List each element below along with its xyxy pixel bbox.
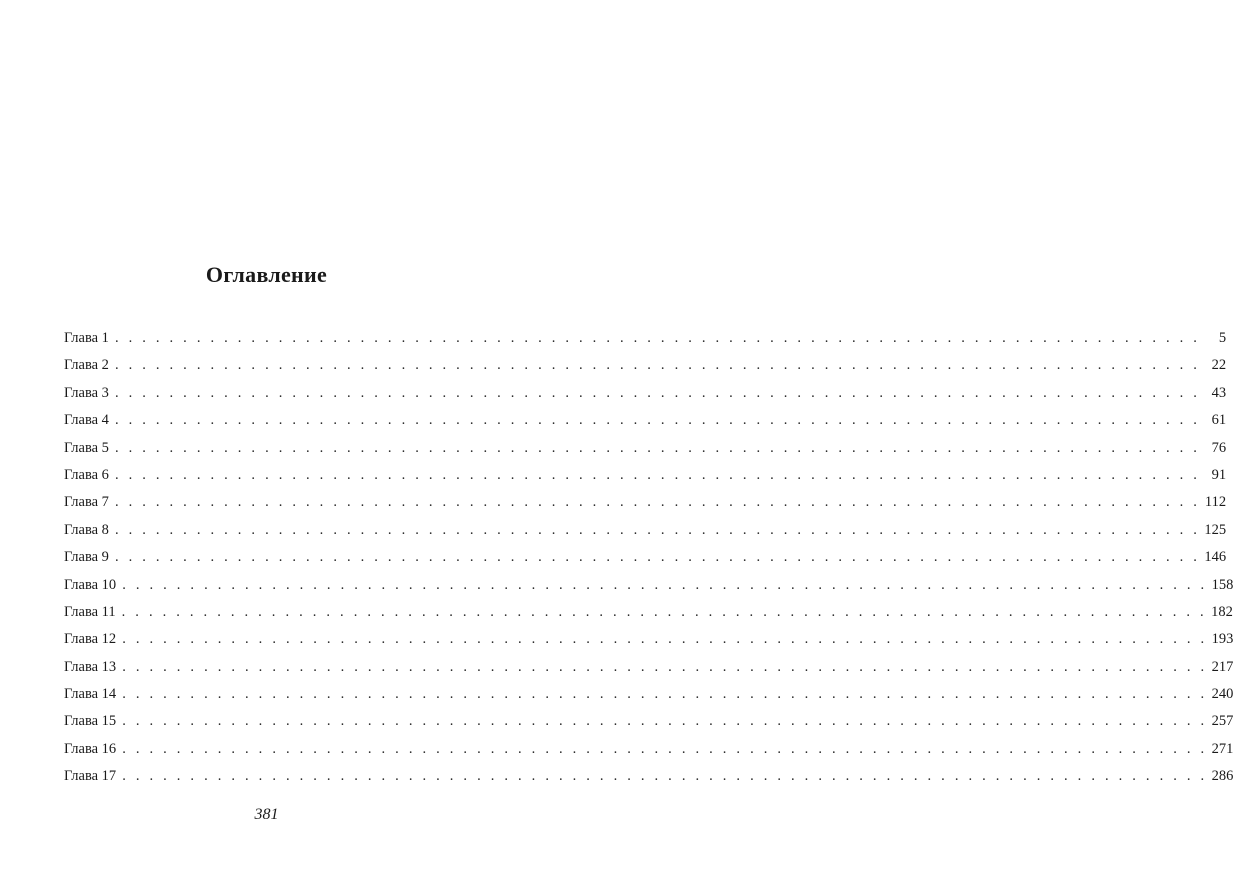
toc-entry-label: Глава 12 (64, 631, 117, 648)
dot-leader: . . . . . . . . . . . . . . . . . . . . . . . . . . . . . . . . . . . . . . . . . . . . . . . . . . . . . . . . . . . . . . . . . . . . . . . . . . . . . . . . (122, 768, 1208, 785)
dot-leader: . . . . . . . . . . . . . . . . . . . . . . . . . . . . . . . . . . . . . . . . . . . . . . . . . . . . . . . . . . . . . . . . . . . . . . . . . . . . . . . . (114, 357, 1201, 374)
toc-entry[interactable] (64, 763, 1233, 790)
toc-entry-label: Глава 8 (64, 521, 109, 538)
dot-leader: . . . . . . . . . . . . . . . . . . . . . . . . . . . . . . . . . . . . . . . . . . . . . . . . . . . . . . . . . . . . . . . . . . . . . . . . . . . . . . . . (114, 466, 1201, 483)
dot-leader: . . . . . . . . . . . . . . . . . . . . . . . . . . . . . . . . . . . . . . . . . . . . . . . . . . . . . . . . . . . . . . . . . . . . . . . . . . . . . . . . (114, 412, 1201, 429)
toc-entry[interactable] (64, 517, 1227, 544)
toc-entry-label: Глава 14 (64, 686, 117, 703)
toc-entry-page: 217 (1211, 658, 1233, 675)
toc-entry-label: Глава 7 (64, 494, 109, 511)
toc-entry[interactable] (64, 626, 1233, 653)
toc-entry-label: Глава 11 (64, 603, 116, 620)
toc-entry-page: 125 (1204, 521, 1227, 538)
dot-leader: . . . . . . . . . . . . . . . . . . . . . . . . . . . . . . . . . . . . . . . . . . . . . . . . . . . . . . . . . . . . . . . . . . . . . . . . . . . . . . . . (122, 713, 1208, 730)
toc-entry-label: Глава 6 (64, 466, 109, 483)
dot-leader: . . . . . . . . . . . . . . . . . . . . . . . . . . . . . . . . . . . . . . . . . . . . . . . . . . . . . . . . . . . . . . . . . . . . . . . . . . . . . . . . (114, 494, 1201, 511)
dot-leader: . . . . . . . . . . . . . . . . . . . . . . . . . . . . . . . . . . . . . . . . . . . . . . . . . . . . . . . . . . . . . . . . . . . . . . . . . . . . . . . . (122, 658, 1208, 675)
toc-entry-label: Глава 4 (64, 412, 109, 429)
toc-entry-page: 286 (1211, 768, 1233, 785)
page-number: 381 (254, 806, 279, 823)
toc-entry[interactable] (64, 407, 1227, 434)
toc-entry-page: 76 (1211, 439, 1227, 456)
dot-leader: . . . . . . . . . . . . . . . . . . . . . . . . . . . . . . . . . . . . . . . . . . . . . . . . . . . . . . . . . . . . . . . . . . . . . . . . . . . . . . . . (114, 521, 1201, 538)
toc-entry-page: 158 (1211, 576, 1233, 593)
toc-entry-label: Глава 15 (64, 713, 117, 730)
dot-leader: . . . . . . . . . . . . . . . . . . . . . . . . . . . . . . . . . . . . . . . . . . . . . . . . . . . . . . . . . . . . . . . . . . . . . . . . . . . . . . . . (122, 576, 1208, 593)
toc-entry[interactable] (64, 462, 1227, 489)
toc-entry[interactable] (64, 599, 1233, 626)
toc-entry[interactable] (64, 544, 1227, 571)
toc-entry-label: Глава 16 (64, 740, 117, 757)
toc-entry-page: 5 (1218, 330, 1227, 346)
dot-leader: . . . . . . . . . . . . . . . . . . . . . . . . . . . . . . . . . . . . . . . . . . . . . . . . . . . . . . . . . . . . . . . . . . . . . . . . . . . . . . . . (122, 686, 1208, 703)
toc-entry[interactable] (64, 489, 1227, 516)
toc-entry[interactable] (64, 380, 1227, 407)
dot-leader: . . . . . . . . . . . . . . . . . . . . . . . . . . . . . . . . . . . . . . . . . . . . . . . . . . . . . . . . . . . . . . . . . . . . . . . . . . . . . . . . (121, 603, 1207, 620)
toc-entry-page: 193 (1211, 631, 1233, 648)
dot-leader: . . . . . . . . . . . . . . . . . . . . . . . . . . . . . . . . . . . . . . . . . . . . . . . . . . . . . . . . . . . . . . . . . . . . . . . . . . . . . . . . (114, 330, 1201, 346)
toc-entry-label: Глава 13 (64, 658, 117, 675)
toc-entry-label: Глава 10 (64, 576, 117, 593)
table-of-contents (64, 325, 1233, 791)
toc-entry-label: Глава 1 (64, 330, 109, 346)
toc-title: Оглавление (205, 262, 328, 287)
toc-entry-label: Глава 3 (64, 384, 109, 401)
toc-entry-page: 22 (1211, 357, 1227, 374)
toc-entry-page: 257 (1211, 713, 1233, 730)
toc-entry-page: 271 (1211, 740, 1233, 757)
toc-entry-page: 240 (1211, 686, 1233, 703)
toc-entry-page: 182 (1211, 603, 1233, 620)
dot-leader: . . . . . . . . . . . . . . . . . . . . . . . . . . . . . . . . . . . . . . . . . . . . . . . . . . . . . . . . . . . . . . . . . . . . . . . . . . . . . . . . (122, 740, 1208, 757)
toc-entry-page: 91 (1211, 466, 1227, 483)
toc-entry[interactable] (64, 352, 1227, 379)
toc-entry-label: Глава 5 (64, 439, 109, 456)
toc-entry-page: 112 (1204, 494, 1227, 511)
dot-leader: . . . . . . . . . . . . . . . . . . . . . . . . . . . . . . . . . . . . . . . . . . . . . . . . . . . . . . . . . . . . . . . . . . . . . . . . . . . . . . . . (122, 631, 1208, 648)
toc-entry[interactable] (64, 708, 1233, 735)
dot-leader: . . . . . . . . . . . . . . . . . . . . . . . . . . . . . . . . . . . . . . . . . . . . . . . . . . . . . . . . . . . . . . . . . . . . . . . . . . . . . . . . (114, 439, 1201, 456)
toc-entry[interactable] (64, 325, 1227, 352)
toc-entry-page: 146 (1204, 549, 1227, 566)
toc-entry-label: Глава 2 (64, 357, 109, 374)
toc-entry-page: 43 (1211, 384, 1227, 401)
toc-entry-label: Глава 17 (64, 768, 117, 785)
dot-leader: . . . . . . . . . . . . . . . . . . . . . . . . . . . . . . . . . . . . . . . . . . . . . . . . . . . . . . . . . . . . . . . . . . . . . . . . . . . . . . . . (114, 384, 1201, 401)
toc-entry[interactable] (64, 654, 1233, 681)
toc-entry[interactable] (64, 435, 1227, 462)
toc-entry-label: Глава 9 (64, 549, 109, 566)
toc-entry[interactable] (64, 572, 1233, 599)
dot-leader: . . . . . . . . . . . . . . . . . . . . . . . . . . . . . . . . . . . . . . . . . . . . . . . . . . . . . . . . . . . . . . . . . . . . . . . . . . . . . . . . (114, 549, 1201, 566)
toc-entry-page: 61 (1211, 412, 1227, 429)
toc-entry[interactable] (64, 681, 1233, 708)
toc-entry[interactable] (64, 736, 1233, 763)
